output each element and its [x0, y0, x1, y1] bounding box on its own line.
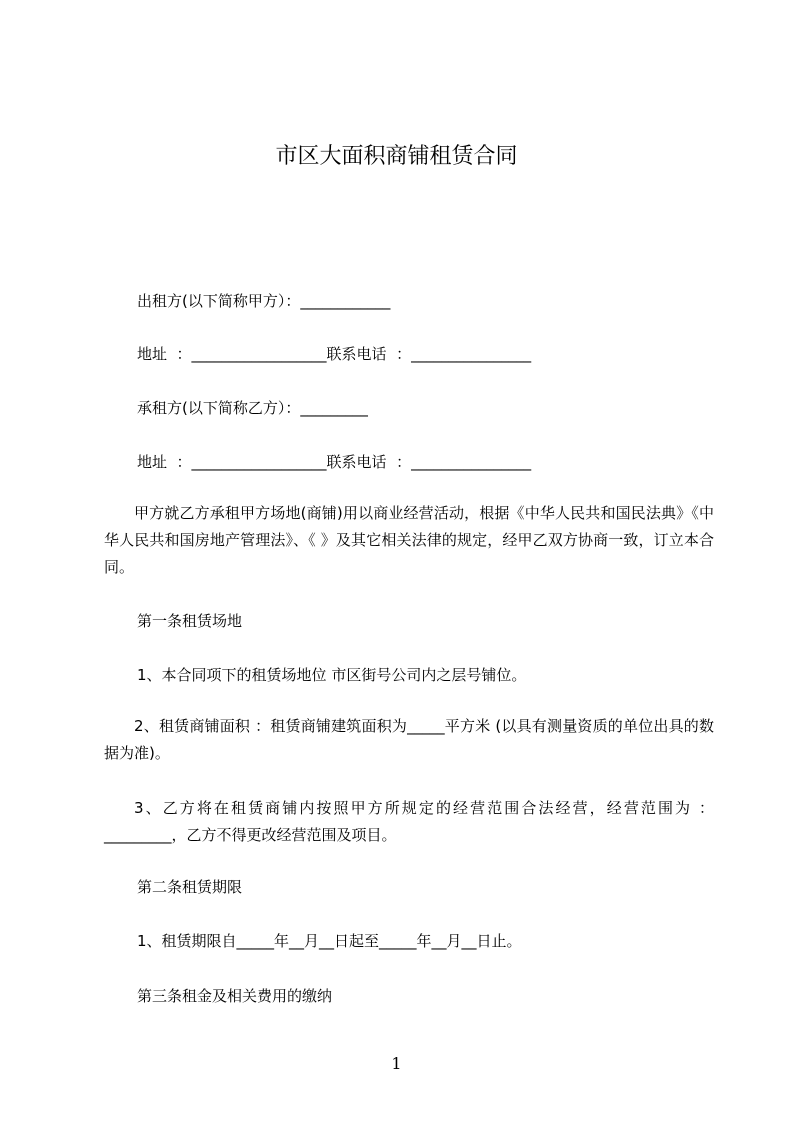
page-number: 1	[391, 1054, 402, 1073]
article1-heading: 第一条租赁场地	[137, 612, 243, 630]
lessee-line: 承租方(以下简称乙方）：_________	[137, 399, 368, 417]
article1-item1: 1、本合同项下的租赁场地位 市区街号公司内之层号铺位。	[137, 666, 527, 684]
preamble-paragraph: 甲方就乙方承租甲方场地(商铺)用以商业经营活动，根据《中华人民共和国民法典》《中华人民共和国房地产管理法》、《 》及其它相关法律的规定，经甲乙双方协商一致，订立本合同。	[104, 504, 714, 576]
article2-item1: 1、租赁期限自_____年__月__日起至_____年__月__日止。	[137, 932, 522, 950]
lessor-address-line: 地址 ：__________________联系电话 ：________________	[137, 345, 532, 363]
lessee-address-line: 地址 ：__________________联系电话 ：________________	[137, 453, 532, 471]
article1-item2: 2、租赁商铺面积 ：租赁商铺建筑面积为_____平方米 (以具有测量资质的单位出具的数据为准)。	[104, 717, 714, 762]
article3-heading: 第三条租金及相关费用的缴纳	[137, 987, 333, 1005]
document-title: 市区大面积商铺租赁合同	[275, 144, 518, 169]
lessor-line: 出租方(以下简称甲方）：____________	[137, 292, 391, 310]
article2-heading: 第二条租赁期限	[137, 878, 243, 896]
article1-item3: 3、乙方将在租赁商铺内按照甲方所规定的经营范围合法经营，经营范围为 ：_________，乙方不得更改经营范围及项目。	[104, 799, 714, 844]
